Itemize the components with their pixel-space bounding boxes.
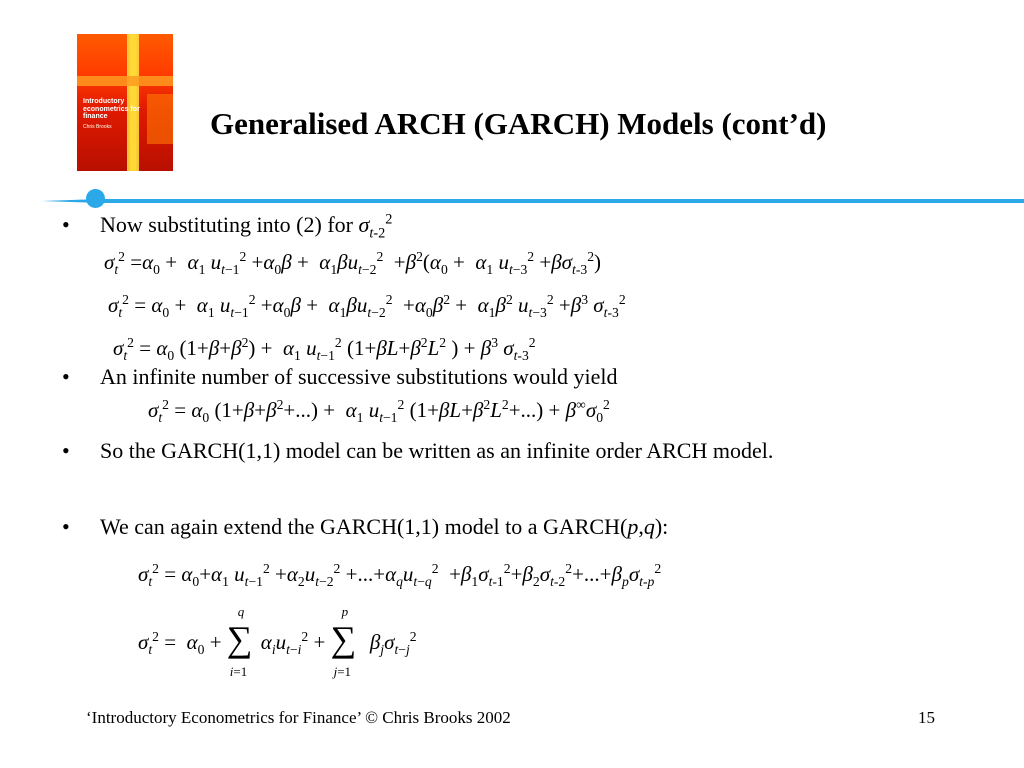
bullet-item (62, 438, 774, 464)
page-number: 15 (918, 708, 935, 727)
bullet-text: So the GARCH(1,1) model can be written as an infinite order ARCH model. (100, 438, 774, 463)
sum-symbol: p ∑ j=1 (330, 604, 357, 679)
slide-title: Generalised ARCH (GARCH) Models (cont’d) (210, 106, 827, 141)
math-inline: $\sigma_{t-2}^2$ (358, 211, 393, 242)
bullet-item (62, 364, 618, 390)
equation: $\sigma_t^2 = \alpha_0$ $(1+\beta+\beta^2+...) + \alpha_1$ $u_{t-1}^2$ $(1+\beta L+\beta^2L^2+...) + \beta^\infty\sigma_0^2$ (148, 397, 610, 426)
bullet-marker: • (62, 514, 70, 539)
footer-copyright: ‘Introductory Econometrics for Finance’ © Chris Brooks 2002 (86, 708, 511, 727)
book-cover-image (77, 34, 173, 171)
divider-dot (86, 189, 105, 208)
title-divider (42, 197, 1024, 203)
book-title: Introductory econometrics for finance (83, 98, 140, 120)
equation: $\sigma_t^2 = \alpha_0 + \alpha_1$ $u_{t-1}^2 +\alpha_0\beta + \alpha_1\beta u_{t-2}^2 +\alpha_0\beta^2 + \alpha_1\beta^2$ $u_{t-3}^2 +\beta^3$ $\sigma_{t-3}^2$ (108, 292, 626, 321)
cover-glow (77, 76, 173, 86)
equation: $\sigma_t^2 = \alpha_0+\alpha_1$ $u_{t-1}^2 +\alpha_2u_{t-2}^2 +...+\alpha_qu_{t-q}^2 +\beta_1\sigma_{t-1}^2+\beta_2\sigma_{t-2}^2+...+\beta_p\sigma_{t-p}^2$ (138, 561, 662, 590)
bullet-marker: • (62, 438, 70, 463)
bullet-text: An infinite number of successive substitutions would yield (100, 364, 618, 389)
bullet-item (62, 211, 393, 242)
bullet-item (62, 514, 669, 540)
book-author: Chris Brooks (83, 124, 112, 130)
math-inline: p,q): (627, 514, 669, 539)
bullet-text: Now substituting into (2) for (100, 212, 353, 237)
equation: $\sigma_t^2 = \alpha_0$ $(1+\beta+\beta^2) + \alpha_1$ $u_{t-1}^2$ ($1+\beta L+\beta^2L^2$ ) + $\beta^3$ $\sigma_{t-3}^2$ (113, 335, 536, 364)
bullet-marker: • (62, 364, 70, 389)
sum-symbol: q ∑ i=1 (226, 604, 253, 679)
equation-summation: $\sigma_t^2 = \alpha_0$ + q ∑ i=1 $\alpha_iu_{t-i}^2$ + p ∑ j=1 $\beta_j\sigma_{t-j}^2$ (138, 604, 417, 679)
equation: $\sigma_t^2 =\alpha_0 + \alpha_1$ $u_{t-1}^2 +\alpha_0\beta + \alpha_1\beta u_{t-2}^2 +\beta^2(\alpha_0 + \alpha_1$ $u_{t-3}^2 +\beta\sigma_{t-3}^2$) (104, 249, 602, 278)
bullet-text: We can again extend the GARCH(1,1) model to a GARCH( (100, 514, 628, 539)
bullet-marker: • (62, 212, 70, 237)
